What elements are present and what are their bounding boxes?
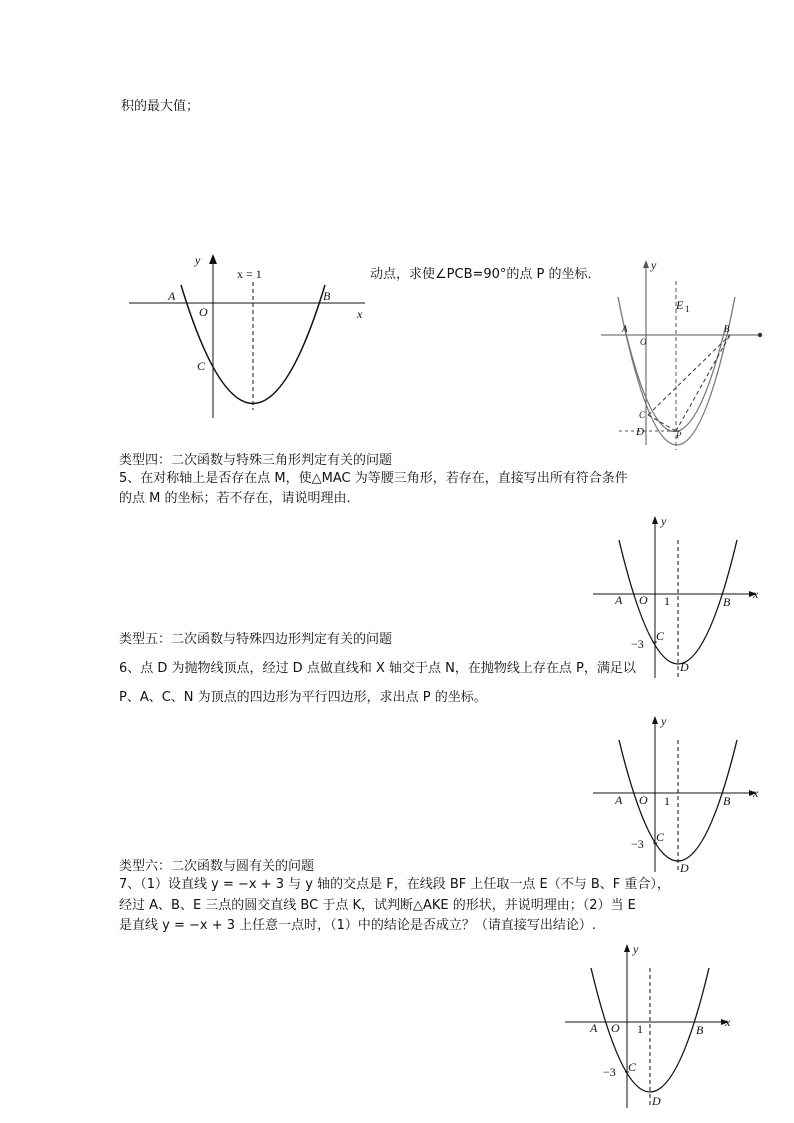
parabola-figure-5 <box>563 938 738 1113</box>
question5-line2: 的点 M 的坐标；若不存在，请说明理由． <box>119 491 360 506</box>
point-a-label: A <box>590 1021 598 1035</box>
point-d-label: D <box>652 1094 661 1108</box>
tick-one-label: 1 <box>664 794 670 808</box>
point-b-label: B <box>724 324 730 334</box>
type4-heading: 类型四：二次函数与特殊三角形判定有关的问题 <box>119 453 393 468</box>
point-d-label: D <box>680 660 689 674</box>
point-a-label: A <box>622 324 628 334</box>
parabola-figure-4 <box>591 710 766 880</box>
point-b-label: B <box>323 289 331 303</box>
question6-line2: P、A、C、N 为顶点的四边形为平行四边形，求出点 P 的坐标。 <box>119 690 487 705</box>
y-axis-label: y <box>661 714 667 728</box>
origin-label: O <box>639 793 648 807</box>
x-axis-label: x <box>725 1015 731 1029</box>
y-axis-label: y <box>633 942 639 956</box>
question7-line2: 经过 A、B、E 三点的圆交直线 BC 于点 K，试判断△AKE 的形状，并说明理由；（2）当 E <box>119 898 636 913</box>
point-b-label: B <box>696 1023 704 1037</box>
tick-minus3-label: −3 <box>603 1065 616 1079</box>
point-c-label: C <box>656 830 665 844</box>
parabola-figure-1 <box>125 250 370 425</box>
origin-label: O <box>199 305 208 319</box>
tick-one-label: 1 <box>664 594 670 608</box>
parabola-figure-3 <box>591 510 766 680</box>
figure-caption-pcb: 动点，求使∠PCB=90°的点 P 的坐标． <box>370 267 601 282</box>
type6-heading: 类型六：二次函数与圆有关的问题 <box>119 859 315 874</box>
point-a-label: A <box>615 593 623 607</box>
parabola-figure-2 <box>598 255 768 455</box>
x-axis-label: x <box>753 786 759 800</box>
y-axis-label: y <box>195 253 201 267</box>
point-c-label: C <box>656 629 665 643</box>
question7-line1: 7、（1）设直线 y = −x + 3 与 y 轴的交点是 F，在线段 BF 上任取一点 E（不与 B、F 重合）， <box>119 877 670 892</box>
point-b-label: B <box>723 794 731 808</box>
partial-question-line: 积的最大值； <box>121 99 200 114</box>
point-c-label: C <box>628 1060 637 1074</box>
origin-label: O <box>639 593 648 607</box>
origin-label: O <box>611 1021 620 1035</box>
question7-line3: 是直线 y = −x + 3 上任意一点时，（1）中的结论是否成立？（请直接写出结论）. <box>119 918 597 933</box>
type5-heading: 类型五：二次函数与特殊四边形判定有关的问题 <box>119 632 393 647</box>
point-e1-label: E <box>676 298 684 312</box>
tick-minus3-label: −3 <box>631 837 644 851</box>
point-a-label: A <box>168 289 176 303</box>
point-c-label: C <box>639 410 646 420</box>
origin-label: O <box>640 337 647 347</box>
x-axis-label: x <box>357 307 363 321</box>
point-d-label: D <box>636 426 644 438</box>
point-a-label: A <box>615 793 623 807</box>
y-axis-label: y <box>661 514 667 528</box>
tick-minus3-label: −3 <box>631 637 644 651</box>
x-axis-label: x <box>753 587 759 601</box>
question5-line1: 5、在对称轴上是否存在点 M，使△MAC 为等腰三角形，若存在，直接写出所有符合条件 <box>119 471 628 486</box>
symmetry-axis-label: x = 1 <box>237 267 262 281</box>
question6-line1: 6、点 D 为抛物线顶点，经过 D 点做直线和 X 轴交于点 N，在抛物线上存在点 P，满足以 <box>119 661 636 676</box>
y-axis-label: y <box>651 258 657 272</box>
point-c-label: C <box>197 359 206 373</box>
point-e1-subscript: 1 <box>685 304 690 314</box>
point-d-label: D <box>680 861 689 875</box>
tick-one-label: 1 <box>637 1022 643 1036</box>
point-b-label: B <box>723 595 731 609</box>
point-p-label: P <box>676 430 682 440</box>
